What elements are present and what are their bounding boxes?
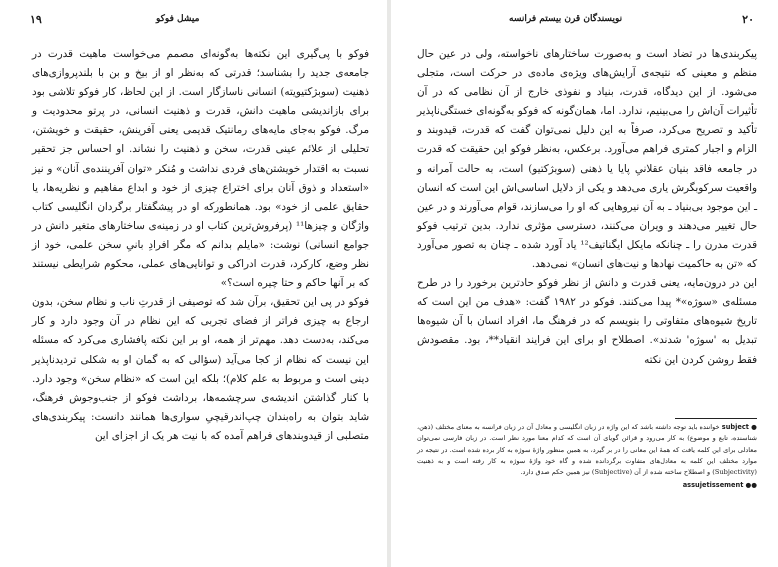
footnote-term: subject — [721, 423, 749, 431]
paragraph: این در درون‌مایه، یعنی قدرت و دانش از نظر فوکو حادترین برخورد را در طرح مسئله‌ی «سوژه»* پیدا می‌کنند. فوکو در ۱۹۸۲ گفت: «هدف من این است که تاریخ شیوه‌های متفاوتی را بنویسم که در فرهنگ ما، افراد انسان با آن شیوه‌ها تبدیل به 'سوژه' شدند». اصطلاح او برای این فرایند انقیاد**، بود. مقصودش فقط روشن کردن این نکته — [417, 277, 757, 366]
paragraph: فوکو در پی این تحقیق، برآن شد که توصیفی از قدرتِ ناب و نظام سخن، بدون ارجاع به چیزی فراتر از فضای تجربی که این نظام در آن وجود دارد و کار می‌کند، به‌دست دهد. مهم‌تر از همه، او بر این نکته پافشاری می‌کرد که مسئله این نیست که نظام از کجا می‌آید (سؤالی که به گمان او به شکلی تردیدناپذیر دینی است و مربوط به علم کلام)؛ بلکه این است که «نظام سخن» وجود دارد. با کنار گذاشتن اندیشه‌ی سرچشمه‌ها، برداشت فوکو از جنب‌وجوش فرهنگ، شاید بتوان به راه‌بندان چپ‌اندرقیچیِ سواری‌ها همانند دانست: پیکربندی‌های متصلبی از قیدوبندهای فراهم آمده که با نیت هر یک از اجزای این — [32, 296, 369, 442]
footnote-marker: ● — [751, 423, 757, 431]
footnote — [417, 480, 757, 491]
footnote-marker: ●● — [745, 481, 757, 490]
page-number: ۲۰ — [742, 13, 754, 26]
footnote-separator — [675, 418, 757, 419]
body-text — [417, 45, 757, 370]
left-page — [0, 0, 387, 567]
footnotes — [417, 422, 757, 492]
right-page — [391, 0, 778, 567]
footnote-text: خواننده باید توجه داشته باشد که این واژه در زبان انگلیسی و معادل آن در زبان فرانسه به معنای مختلف (ذهن، شناسنده، تابع و موضوع) به کار می‌رود و قرائن گویای آن است که کدام معنا مورد نظر است. در زبان فارسی نمی‌توان معادلی برای این کلمه یافت که همهٔ این معانی را در بر گیرد، به همین منظور واژهٔ سوژه به کار برده شده است. در نتیجه در موارد مختلف این کلمه به معادل‌های متفاوت برگردانده شده و گاه خود واژهٔ سوژه به کار رفته است و به ذهنیت (Subjectivity) و اصطلاح ساخته شده از آن (Subjective) نیز همین حکم صدق دارد. — [417, 423, 757, 477]
paragraph: فوکو با پی‌گیری این نکته‌ها به‌گونه‌ای مصمم می‌خواست ماهیت قدرت در جامعه‌ی جدید را بشناسد؛ قدرتی که به‌نظر او از بیخ و بن با بلندپروازی‌های ذهنیت (سوبژکتیویته) انسانی ناسازگار است. از این لحاظ، کار فوکو تلاشی بود برای بازاندیشی ماهیت دانش، قدرت و ذهنیت انسانی، در پرتو محدودیت و مرگ. فوکو به‌جای مایه‌های رمانتیک قدیمی یعنی آفرینش، حقیقت و خویشتن، تحلیلی از علائم عینی قدرت، سخن و ذهنیت را نشاند. او احساس جز تحقیر نسبت به اقتدار خویشتن‌های فردی نداشت و مُنکر «توان آفریننده‌ی آنان» و نیز «استعداد و ذوق آنان برای اختراع چیزی از خود و ابداع مفاهیم و نظریه‌ها، یا حقایق علمی از خود» بود. همانطورکه او در پیشگفتار برگردان انگلیسی کتاب واژگان و چیزها¹¹ (پرفروش‌ترین کتاب او در زمینه‌ی ساختارهای متغیر دانش در جوامع انسانی) نوشت: «مایلم بدانم که مگر افرادِ بانیِ سخن علمی، خود از نظر وضع، کارکرد، قدرت ادراکی و توانایی‌های عملی، محکوم شرایطی نیستند که بر آنها حاکم و حتا چیره است؟» — [32, 48, 369, 290]
footnote — [417, 422, 757, 478]
page-number: ۱۹ — [30, 13, 42, 26]
running-head: میشل فوکو — [156, 14, 200, 24]
paragraph: پیکربندی‌ها در تضاد است و به‌صورت ساختارهای ناخواسته، ولی در عین حال منظم و معینی که نتیجه‌ی آرایش‌های ویژه‌ی ماده‌ی در حرکت است، متجلی می‌شود. از این دیدگاه، قدرت، بنیاد و نفوذی خارج از آن نظامی که در آن تأثیرات آن‌اش را می‌بینیم، ندارد. اما، همان‌گونه که فوکو به‌گونه‌ای خستگی‌ناپذیر تأکید و تصریح می‌کرد، صرفاً به این دلیل نمی‌توان گفت که قدرت، قیدوبند و الزام و اجبار کمتری فراهم می‌آورد. برعکس، به‌نظر فوکو این حقیقت که قدرت در جامعه فاقد بنیان عقلانیِ پایا یا ذهنی (سوبژکتیو) است، به حالت آمرانه و واقعیت سرکوبگرش یاری می‌دهد و یکی از دلایل اساسی‌اش این است که انسان ـ این موجود بی‌بنیاد ـ به آن نیروهایی که او را می‌سازند، قوام می‌آورند و در عین حال تغییر می‌دهند و ویران می‌کنند، دسترسی مؤثری ندارد. بدین ترتیب فوکو قدرت مدرن را ـ چنانکه مایکل ایگناتیف¹² یاد آورد شده ـ چنان به تصور می‌آورد که «تن به حاکمیت نهادها و نیت‌های انسان» نمی‌دهد. — [417, 48, 757, 271]
footnote-term: assujetissement — [682, 481, 744, 490]
running-head: نویسندگان قرن بیستم فرانسه — [509, 14, 623, 24]
body-text — [32, 45, 369, 446]
